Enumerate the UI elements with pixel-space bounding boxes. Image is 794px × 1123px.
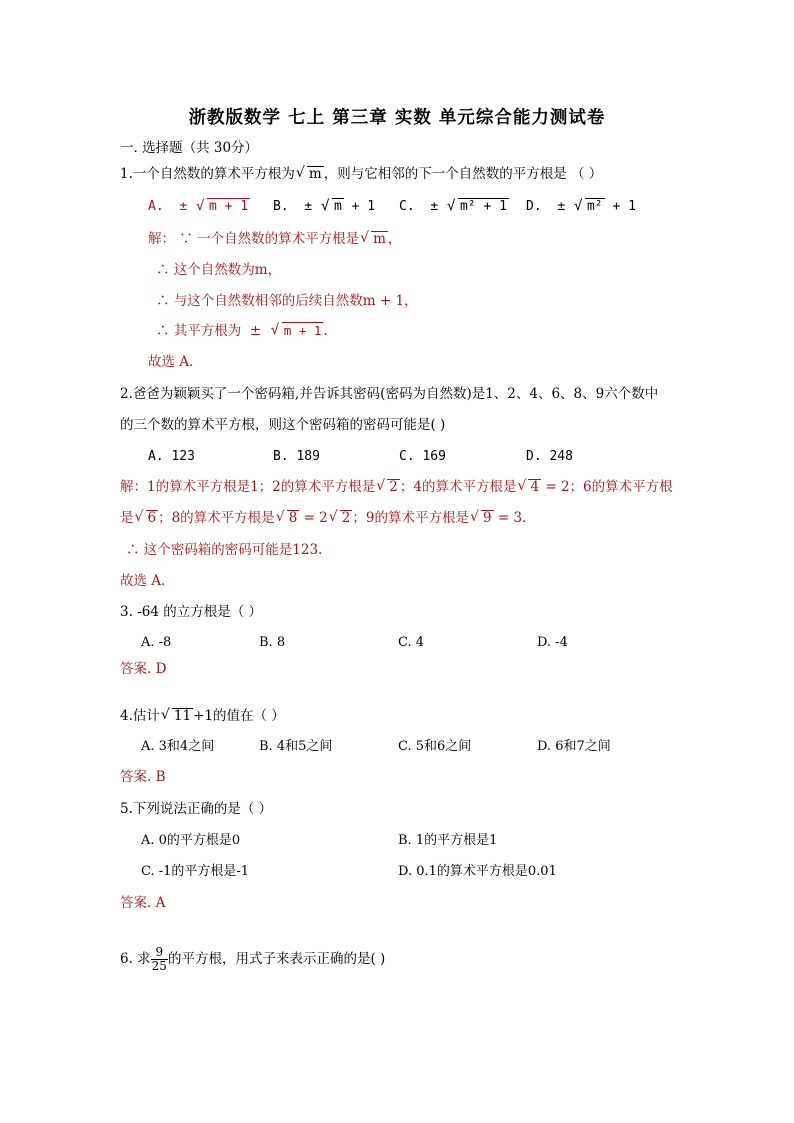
q2-option-b: B. 189 xyxy=(273,449,320,464)
section-heading: 一. 选择题（共 30分） xyxy=(120,140,259,156)
q1-solution-line-1: 解： ∵ 一个自然数的算术平方根是√ m ， xyxy=(148,230,401,248)
q3-option-d: D. -4 xyxy=(537,635,568,650)
fraction: $\frac{9}{25}$ xyxy=(151,945,167,973)
q2-solution-line-2: 是√ 6 ；8的算术平方根是√ 8 = 2√ 2 ；9的算术平方根是√ 9 = 3. xyxy=(120,509,526,527)
q2-option-a: A. 123 xyxy=(148,449,195,464)
q5-option-a: A. 0的平方根是0 xyxy=(141,833,241,848)
q2-solution-line-1: 解：1的算术平方根是1；2的算术平方根是√ 2 ；4的算术平方根是√ 4 = 2；6的算术平方根 xyxy=(120,478,673,496)
page-title: 浙教版数学 七上 第三章 实数 单元综合能力测试卷 xyxy=(188,108,606,128)
question-5-stem: 5.下列说法正确的是（ ） xyxy=(120,801,273,817)
q3-option-a: A. -8 xyxy=(141,635,172,650)
q4-option-a: A. 3和4之间 xyxy=(141,739,215,754)
q5-option-d: D. 0.1的算术平方根是0.01 xyxy=(398,864,557,879)
q5-answer: 答案. A xyxy=(120,895,166,911)
q4-option-d: D. 6和7之间 xyxy=(537,739,611,754)
q1-option-b: B. ± √ m + 1 xyxy=(273,198,375,216)
q4-option-c: C. 5和6之间 xyxy=(398,739,472,754)
q1-option-a: A. ± √ m + 1 xyxy=(148,198,250,216)
q3-option-b: B. 8 xyxy=(259,635,286,650)
question-3-stem: 3. -64 的立方根是（ ） xyxy=(120,604,262,620)
q4-option-b: B. 4和5之间 xyxy=(259,739,333,754)
question-6-stem: 6. 求 $\frac{9}{25}$ 的平方根，用式子来表示正确的是( ) xyxy=(120,945,386,973)
q4-answer: 答案. B xyxy=(120,769,166,785)
q1-solution-line-4: ∴ 其平方根为 ± √ m + 1 . xyxy=(156,322,328,340)
q5-option-c: C. -1的平方根是-1 xyxy=(141,864,250,879)
q3-answer: 答案. D xyxy=(120,661,167,677)
question-2-stem-line-2: 的三个数的算术平方根，则这个密码箱的密码可能是( ) xyxy=(120,417,446,433)
q1-option-c: C. ± √ m² + 1 xyxy=(399,198,509,216)
q3-option-c: C. 4 xyxy=(398,635,425,650)
q5-option-b: B. 1的平方根是1 xyxy=(398,833,498,848)
q1-solution-line-2: ∴ 这个自然数为m， xyxy=(156,262,282,278)
q1-option-d: D. ± √ m² + 1 xyxy=(526,198,636,216)
q1-answer: 故选 A. xyxy=(148,354,194,370)
question-4-stem: 4.估计√ 11 +1的值在（ ） xyxy=(120,707,285,725)
q2-solution-line-3: ∴ 这个密码箱的密码可能是123. xyxy=(126,542,323,558)
question-2-stem-line-1: 2.爸爸为颖颖买了一个密码箱,并告诉其密码(密码为自然数)是1、2、4、6、8、9六个数中 xyxy=(120,386,659,402)
q2-option-d: D. 248 xyxy=(526,449,573,464)
q2-option-c: C. 169 xyxy=(399,449,446,464)
q2-answer: 故选 A. xyxy=(120,573,166,589)
question-1-stem: 1.一个自然数的算术平方根为√ m ，则与它相邻的下一个自然数的平方根是 （ ） xyxy=(120,165,602,183)
q1-solution-line-3: ∴ 与这个自然数相邻的后续自然数m + 1， xyxy=(156,293,418,309)
